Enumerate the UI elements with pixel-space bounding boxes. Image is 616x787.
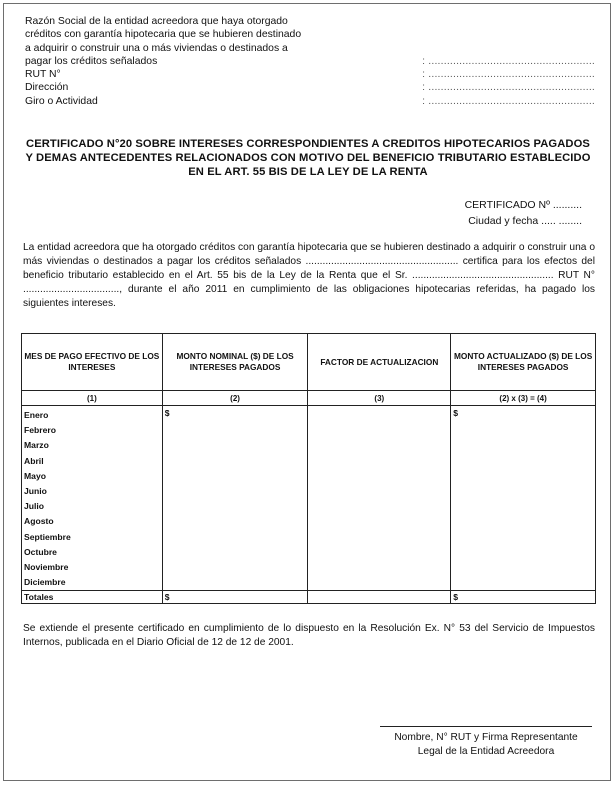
column-header-nominal: MONTO NOMINAL ($) DE LOS INTERESES PAGADOS (162, 334, 308, 391)
interest-table (21, 333, 596, 604)
rut-fill-line[interactable]: : ...................................................... (422, 69, 595, 81)
month-label: Enero (24, 410, 49, 420)
header-row (25, 15, 595, 28)
factor-total-cell (308, 591, 451, 604)
month-label: Julio (24, 501, 45, 512)
certificate-number-block (465, 197, 582, 229)
title-line: EN EL ART. 55 BIS DE LA LEY DE LA RENTA (188, 166, 428, 178)
signature-caption: Nombre, N° RUT y Firma Representante (394, 732, 578, 743)
intro-paragraph: La entidad acreedora que ha otorgado créditos con garantía hipotecaria que se hubieren destinado a adquirir o construir una o más viviendas o destinados a pagar los créditos señalados ...................................................... certifica para los efectos del beneficio tributario establecido en el Art. 55 bis de la Ley de la Renta que el Sr. .................................................. RUT N° .................................., durante el año 2011 en cumplimiento de las obligaciones hipotecarias referidas, ha pagado los siguientes intereses. (23, 242, 595, 309)
column-number: (2) (162, 391, 308, 406)
signature-block (380, 731, 592, 759)
column-number: (1) (22, 391, 163, 406)
nominal-total-cell[interactable] (162, 591, 308, 604)
month-label: Mayo (24, 470, 46, 481)
activity-fill-line[interactable]: : ...................................................... (422, 95, 595, 107)
currency-symbol: $ (164, 592, 170, 603)
month-label: Agosto (24, 516, 54, 527)
header-label: Dirección (25, 82, 69, 94)
title-line: CERTIFICADO N°20 SOBRE INTERESES CORRESPONDIENTES A CREDITOS HIPOTECARIOS PAGADOS (26, 138, 590, 150)
month-label: Octubre (24, 546, 57, 557)
updated-total-cell[interactable] (451, 591, 596, 604)
month-label: Noviembre (24, 562, 69, 573)
column-number: (3) (308, 391, 451, 406)
column-number: (2) x (3) = (4) (451, 391, 596, 406)
header-row (25, 68, 595, 81)
title-line: Y DEMAS ANTECEDENTES RELACIONADOS CON MOTIVO DEL BENEFICIO TRIBUTARIO ESTABLECIDO (25, 152, 591, 164)
month-label: Diciembre (24, 577, 66, 588)
header-row (25, 28, 595, 41)
currency-symbol: $ (453, 592, 458, 603)
header-label: créditos con garantía hipotecaria que se hubieren destinado (25, 29, 302, 41)
updated-amount-cell[interactable] (451, 406, 596, 591)
header-row (25, 81, 595, 94)
header-row (25, 55, 595, 68)
month-label: Abril (24, 455, 44, 466)
header-label: RUT N° (25, 69, 61, 81)
certificate-number[interactable]: CERTIFICADO Nº .......... (464, 199, 582, 211)
header-fill-line[interactable]: : ...................................................... (422, 55, 595, 67)
totals-label: Totales (22, 591, 163, 604)
creditor-header (25, 15, 595, 108)
header-label: a adquirir o construir una o más viviendas o destinados a (25, 42, 288, 54)
certificate-title (22, 137, 594, 179)
month-label: Junio (24, 486, 47, 497)
column-header-updated: MONTO ACTUALIZADO ($) DE LOS INTERESES PAGADOS (451, 334, 596, 391)
month-label: Marzo (24, 440, 49, 451)
factor-cell[interactable] (308, 406, 451, 591)
header-label: pagar los créditos señalados (25, 55, 158, 67)
header-label: Razón Social de la entidad acreedora que haya otorgado (25, 16, 288, 27)
month-label: Febrero (24, 425, 56, 436)
signature-caption: Legal de la Entidad Acreedora (417, 746, 555, 757)
months-cell (22, 406, 163, 591)
month-label: Septiembre (24, 531, 71, 542)
header-label: Giro o Actividad (25, 95, 98, 107)
currency-symbol: $ (453, 408, 458, 418)
city-date[interactable]: Ciudad y fecha ..... ........ (468, 215, 582, 227)
header-row (25, 42, 595, 55)
header-row (25, 95, 595, 108)
nominal-amount-cell[interactable] (162, 406, 308, 591)
address-fill-line[interactable]: : ...................................................... (422, 82, 595, 94)
currency-symbol: $ (164, 408, 170, 418)
signature-line (380, 726, 592, 727)
certificate-page (3, 3, 611, 781)
column-header-month: MES DE PAGO EFECTIVO DE LOS INTERESES (22, 334, 163, 391)
footer-paragraph: Se extiende el presente certificado en cumplimiento de lo dispuesto en la Resolución Ex. N° 53 del Servicio de Impuestos Internos, publicada en el Diario Oficial de 12 de 12 de 2001. (23, 623, 595, 648)
column-header-factor: FACTOR DE ACTUALIZACION (308, 334, 451, 391)
